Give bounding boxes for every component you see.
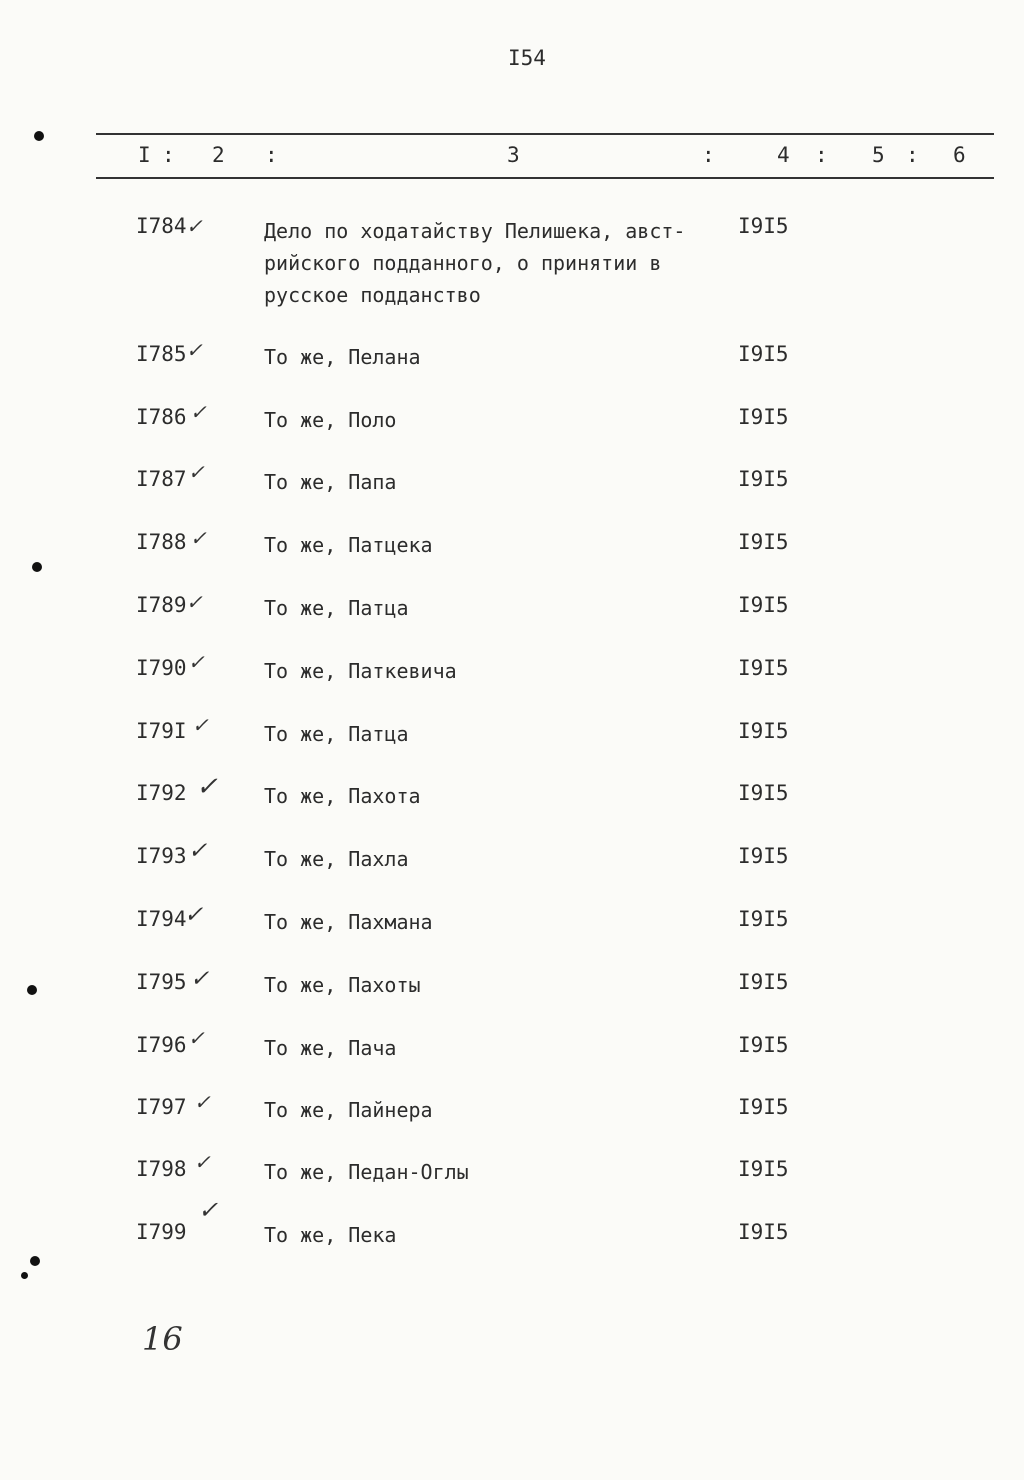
col-sep: :: [265, 143, 278, 167]
entry-title-line: То же, Пека: [264, 1223, 397, 1247]
entry-title-line: То же, Пахла: [264, 847, 409, 871]
entry-number: I790: [136, 656, 187, 680]
entry-number: I79I: [136, 719, 187, 743]
entry-year: I9I5: [738, 342, 789, 366]
entry-number: I786: [136, 405, 187, 429]
checkmark-icon: ✓: [188, 838, 208, 864]
entry-year: I9I5: [738, 970, 789, 994]
entry-year: I9I5: [738, 907, 789, 931]
checkmark-icon: ✓: [184, 902, 204, 928]
entry-title-line: Дело по ходатайству Пелишека, авст-: [264, 219, 686, 243]
handwritten-note: 16: [142, 1320, 183, 1358]
col-sep: :: [906, 143, 919, 167]
entry-year: I9I5: [738, 1157, 789, 1181]
entry-title-line: То же, Пайнера: [264, 1098, 433, 1122]
header-rule-bottom: [96, 177, 994, 179]
entry-number: I797: [136, 1095, 187, 1119]
entry-year: I9I5: [738, 214, 789, 238]
entry-title-line: То же, Патца: [264, 722, 409, 746]
punch-hole-mark: [27, 985, 37, 995]
col-sep: :: [702, 143, 715, 167]
checkmark-icon: ✓: [188, 460, 205, 484]
entry-number: I795: [136, 970, 187, 994]
col-sep: :: [162, 143, 175, 167]
punch-hole-mark: [21, 1272, 28, 1279]
entry-title-line: То же, Пелана: [264, 345, 421, 369]
entry-year: I9I5: [738, 405, 789, 429]
entry-year: I9I5: [738, 593, 789, 617]
entry-title-line: То же, Пача: [264, 1036, 397, 1060]
col-4-label: 4: [777, 143, 790, 167]
checkmark-icon: ✓: [196, 772, 218, 802]
page-number: I54: [508, 46, 546, 70]
punch-hole-mark: [32, 562, 42, 572]
checkmark-icon: ✓: [194, 1150, 211, 1174]
checkmark-icon: ✓: [190, 526, 207, 550]
entry-title-line: То же, Пахота: [264, 784, 421, 808]
entry-title-line: русское подданство: [264, 283, 481, 307]
col-2-label: 2: [212, 143, 225, 167]
entry-number: I792: [136, 781, 187, 805]
entry-number: I787: [136, 467, 187, 491]
entry-number: I785: [136, 342, 187, 366]
checkmark-icon: ✓: [186, 214, 203, 238]
entry-number: I799: [136, 1220, 187, 1244]
punch-hole-mark: [30, 1256, 40, 1266]
checkmark-icon: ✓: [186, 338, 203, 362]
entry-number: I798: [136, 1157, 187, 1181]
entry-title-line: То же, Патцека: [264, 533, 433, 557]
entry-number: I794: [136, 907, 187, 931]
entry-number: I793: [136, 844, 187, 868]
checkmark-icon: ✓: [188, 650, 205, 674]
entry-number: I789: [136, 593, 187, 617]
checkmark-icon: ✓: [198, 1196, 219, 1224]
checkmark-icon: ✓: [188, 1026, 205, 1050]
entry-number: I788: [136, 530, 187, 554]
entry-year: I9I5: [738, 1033, 789, 1057]
checkmark-icon: ✓: [190, 966, 210, 992]
entry-year: I9I5: [738, 1220, 789, 1244]
entry-year: I9I5: [738, 781, 789, 805]
entry-title-line: То же, Поло: [264, 408, 397, 432]
entry-title-line: То же, Пахоты: [264, 973, 421, 997]
col-3-label: 3: [507, 143, 520, 167]
entry-number: I784: [136, 214, 187, 238]
entry-title-line: То же, Патца: [264, 596, 409, 620]
entry-year: I9I5: [738, 719, 789, 743]
col-5-label: 5: [872, 143, 885, 167]
checkmark-icon: ✓: [192, 713, 209, 737]
entry-title-line: рийского подданного, о принятии в: [264, 251, 662, 275]
checkmark-icon: ✓: [194, 1090, 211, 1114]
col-1-label: I: [138, 143, 151, 167]
entry-year: I9I5: [738, 656, 789, 680]
entry-year: I9I5: [738, 1095, 789, 1119]
entry-year: I9I5: [738, 467, 789, 491]
entry-title-line: То же, Пахмана: [264, 910, 433, 934]
punch-hole-mark: [34, 131, 44, 141]
checkmark-icon: ✓: [186, 590, 203, 614]
col-sep: :: [815, 143, 828, 167]
checkmark-icon: ✓: [190, 400, 207, 424]
entry-number: I796: [136, 1033, 187, 1057]
header-rule-top: [96, 133, 994, 135]
col-6-label: 6: [953, 143, 966, 167]
entry-year: I9I5: [738, 530, 789, 554]
entry-title-line: То же, Папа: [264, 470, 397, 494]
entry-title-line: То же, Паткевича: [264, 659, 457, 683]
entry-title-line: То же, Педан-Оглы: [264, 1160, 469, 1184]
entry-year: I9I5: [738, 844, 789, 868]
